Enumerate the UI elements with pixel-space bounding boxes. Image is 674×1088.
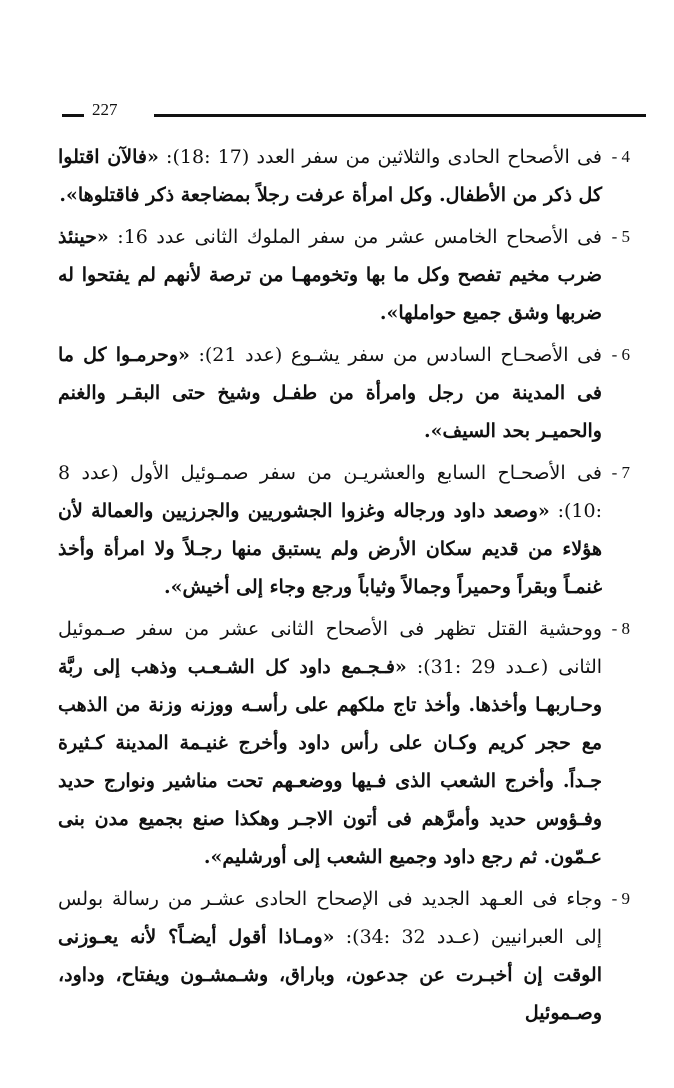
list-item-5 [58,218,630,332]
page-body [58,138,630,1036]
page-number: 227 [92,100,118,119]
item-quote: «حينئذ ضرب مخيم تفصح وكل ما بها وتخومهـا من ترصة لأنهم لم يفتحوا له ضربها وشق جميع حواملها». [58,226,602,324]
item-number: 6 - [611,345,630,364]
item-intro: فى الأصحاح الحادى والثلاثين من سفر العدد (17 :18): [158,146,602,168]
item-number: 9 - [611,889,630,908]
list-item-8 [58,610,630,876]
list-item-6 [58,336,630,450]
item-number: 8 - [611,619,630,638]
header-short-rule [62,114,84,117]
list-item-4 [58,138,630,214]
header-long-rule [154,114,646,117]
item-quote: «وحرمـوا كل ما فى المدينة من رجل وامرأة من طفـل وشيخ حتى البقـر والغنم والحميـر بحد السيف». [58,344,602,442]
item-number: 5 - [611,227,630,246]
item-intro: فى الأصحـاح السادس من سفر يشـوع (عدد 21): [189,344,602,366]
item-number: 7 - [611,463,630,482]
list-item-9 [58,880,630,1032]
item-intro: ووحشية القتل تظهر فى الأصحاح الثانى عشر من سفر صـموئيل الثانى (عـدد 29 :31): [58,618,603,678]
item-quote: «فالآن اقتلوا كل ذكر من الأطفال. وكل امرأة عرفت رجلاً بمضاجعة ذكر فاقتلوها». [58,146,602,206]
item-quote: «وصعد داود ورجاله وغزوا الجشوريين والجرزيين والعمالة لأن هؤلاء من قديم سكان الأرض ولم يستبق منها رجـلاً ولا امرأة وأخذ غنمـاً وبقراً وحميراً وجمالاً وثياباً ورجع وجاء إلى أخيش». [58,500,602,598]
item-number: 4 - [611,147,630,166]
page-header [62,98,646,128]
item-quote: «فـجـمع داود كل الشـعـب وذهب إلى ربَّة وحـاربهـا وأخذها. وأخذ تاج ملكهم على رأسـه ووزنه وزنة من الذهب مع حجر كريم وكـان على رأس داود وأخرج غنيـمة المدينة كـثيرة جـداً. وأخرج الشعب الذى فـيها ووضعـهم تحت مناشير ونوارج حديد وفـؤوس حديد وأمرَّهم فى أتون الاجـر وهكذا صنع بجميع مدن بنى عـمّون. ثم رجع داود وجميع الشعب إلى أورشليم». [58,656,602,868]
item-intro: فى الأصحاح الخامس عشر من سفر الملوك الثانى عدد 16: [108,226,602,248]
item-quote: «ومـاذا أقول أيضـاً؟ لأنه يعـوزنى الوقت إن أخبـرت عن جدعون، وباراق، وشـمشـون ويفتاح، وداود، وصـموئيل [58,926,602,1024]
item-intro: فى الأصحـاح السابع والعشريـن من سفر صمـوئيل الأول (عدد 8 :10): [58,462,602,522]
item-intro: وجاء فى العـهد الجديد فى الإصحاح الحادى عشـر من رسالة بولس إلى العبرانيين (عـدد 32 :34): [58,888,602,948]
list-item-7 [58,454,630,606]
